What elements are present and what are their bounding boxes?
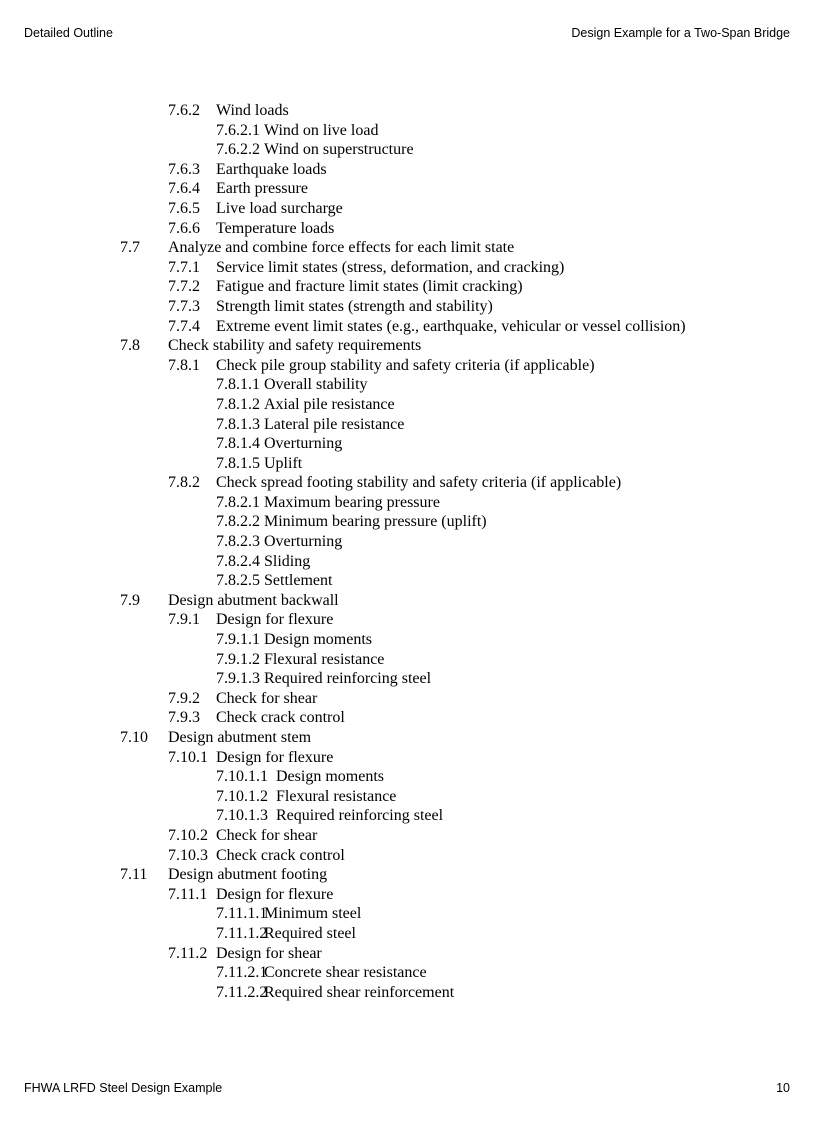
header-document-title: Design Example for a Two-Span Bridge: [571, 26, 790, 40]
page-footer: [24, 1081, 790, 1095]
outline-item: [0, 983, 816, 1003]
outline-item-number: 7.10.1: [168, 748, 208, 766]
outline-item-number: 7.9.1: [168, 611, 200, 629]
header-section-title: Detailed Outline: [24, 26, 113, 40]
outline-item-number: 7.9.1.2: [216, 650, 260, 668]
outline-item-text: Check pile group stability and safety criteria (if applicable): [216, 356, 595, 374]
outline-item-text: Overturning: [264, 435, 343, 453]
outline-item-text: Overturning: [264, 533, 343, 551]
outline-item-text: Design for flexure: [216, 748, 334, 766]
outline-item: [0, 297, 816, 317]
outline-item: [0, 121, 816, 141]
outline-item: [0, 728, 816, 748]
outline-item: [0, 610, 816, 630]
outline-item: [0, 767, 816, 787]
outline-item-text: Settlement: [264, 572, 333, 590]
outline-item-number: 7.6.3: [168, 160, 200, 178]
outline-item-number: 7.7.2: [168, 278, 200, 296]
page-number: 10: [776, 1081, 790, 1095]
outline-item-text: Check for shear: [216, 826, 318, 844]
outline-item: [0, 708, 816, 728]
outline-item-text: Temperature loads: [216, 219, 335, 237]
outline-item-number: 7.11.1: [168, 885, 208, 903]
outline-item-number: 7.8.2.3: [216, 533, 260, 551]
outline-item: [0, 571, 816, 591]
outline-item-text: Minimum bearing pressure (uplift): [264, 513, 487, 531]
outline-item-text: Required shear reinforcement: [264, 983, 455, 1001]
outline-item-number: 7.8.2.5: [216, 572, 260, 590]
outline-item: [0, 826, 816, 846]
outline-item-number: 7.6.5: [168, 199, 200, 217]
outline-item: [0, 865, 816, 885]
outline-item: [0, 787, 816, 807]
outline-item-number: 7.8.2: [168, 474, 200, 492]
outline-item: [0, 219, 816, 239]
page-header: [24, 26, 790, 40]
outline-item-text: Required reinforcing steel: [276, 807, 444, 825]
outline-item-number: 7.11.2: [168, 944, 208, 962]
outline-item-text: Earth pressure: [216, 180, 308, 198]
outline-item-number: 7.10.1.1: [216, 768, 268, 786]
outline-item-text: Flexural resistance: [264, 650, 385, 668]
outline-item-number: 7.8.1.1: [216, 376, 260, 394]
outline-item-text: Fatigue and fracture limit states (limit cracking): [216, 278, 523, 296]
outline-item: [0, 748, 816, 768]
outline-item-number: 7.8.2.4: [216, 552, 260, 570]
outline-item: [0, 493, 816, 513]
outline-item-text: Design for shear: [216, 944, 322, 962]
outline-item-number: 7.7: [120, 239, 140, 257]
outline-item-number: 7.8.1.5: [216, 454, 260, 472]
outline-item: [0, 473, 816, 493]
outline-item-text: Design abutment footing: [168, 866, 328, 884]
outline-item: [0, 630, 816, 650]
outline-item: [0, 415, 816, 435]
outline-item-text: Lateral pile resistance: [264, 415, 405, 433]
outline-item-number: 7.7.1: [168, 258, 200, 276]
outline-item-number: 7.9.2: [168, 689, 200, 707]
outline-item-number: 7.6.2: [168, 102, 200, 119]
outline-item-text: Design abutment backwall: [168, 591, 339, 609]
outline-item-text: Required steel: [264, 924, 356, 942]
outline-item-text: Design abutment stem: [168, 729, 312, 746]
outline-item: [0, 336, 816, 356]
outline-item: [0, 512, 816, 532]
outline-item: [0, 238, 816, 258]
outline-item-number: 7.10.1.3: [216, 807, 268, 825]
outline-item: [0, 454, 816, 474]
outline-item: [0, 140, 816, 160]
outline-item: [0, 669, 816, 689]
outline-item-text: Required reinforcing steel: [264, 670, 432, 688]
outline-item-number: 7.11.1.2: [216, 924, 268, 942]
outline-item: [0, 846, 816, 866]
outline-item: [0, 101, 816, 121]
outline-item-text: Check crack control: [216, 709, 345, 727]
outline-item: [0, 532, 816, 552]
outline-item-text: Check crack control: [216, 846, 345, 864]
outline-item: [0, 375, 816, 395]
outline-item: [0, 277, 816, 297]
outline-item-text: Earthquake loads: [216, 160, 327, 178]
outline-item: [0, 591, 816, 611]
outline-item: [0, 924, 816, 944]
outline-item-number: 7.10.3: [168, 846, 208, 864]
outline-item-text: Axial pile resistance: [264, 395, 395, 413]
outline-item: [0, 199, 816, 219]
outline-item-number: 7.6.2.1: [216, 121, 260, 139]
outline-item-text: Strength limit states (strength and stability): [216, 297, 493, 315]
outline-item-text: Maximum bearing pressure: [264, 493, 440, 511]
outline-item-number: 7.6.6: [168, 219, 200, 237]
outline-item-text: Analyze and combine force effects for each limit state: [168, 239, 515, 257]
outline-item: [0, 160, 816, 180]
outline-item-text: Check spread footing stability and safety criteria (if applicable): [216, 474, 622, 492]
outline-item-text: Check for shear: [216, 689, 318, 707]
outline-item-number: 7.6.2.2: [216, 141, 260, 159]
outline-item-number: 7.11.1.1: [216, 905, 268, 923]
outline-item: [0, 650, 816, 670]
outline-item: [0, 904, 816, 924]
outline-item-number: 7.10.1.2: [216, 787, 268, 805]
outline-item-number: 7.6.4: [168, 180, 200, 198]
outline-item: [0, 434, 816, 454]
outline-item-number: 7.8.2.1: [216, 493, 260, 511]
outline-item-text: Design moments: [276, 768, 384, 786]
outline-item-text: Sliding: [264, 552, 311, 570]
outline-item-text: Extreme event limit states (e.g., earthquake, vehicular or vessel collision): [216, 317, 686, 335]
outline-item-text: Overall stability: [264, 376, 368, 394]
outline-item: [0, 552, 816, 572]
outline-item-number: 7.8.1.4: [216, 435, 260, 453]
outline-item-number: 7.8.1: [168, 356, 200, 374]
outline-item-number: 7.9.1.3: [216, 670, 260, 688]
outline-item-number: 7.8.1.2: [216, 395, 260, 413]
outline-item-number: 7.10: [120, 729, 148, 746]
outline-item: [0, 356, 816, 376]
detailed-outline: [0, 101, 816, 1002]
outline-item-number: 7.9.3: [168, 709, 200, 727]
outline-item-text: Design for flexure: [216, 611, 334, 629]
outline-item-text: Wind on live load: [264, 121, 379, 139]
outline-item-number: 7.11.2.2: [216, 983, 268, 1001]
outline-item-text: Design moments: [264, 631, 372, 649]
outline-item-number: 7.11.2.1: [216, 964, 268, 982]
outline-item: [0, 258, 816, 278]
outline-item: [0, 963, 816, 983]
outline-item: [0, 179, 816, 199]
outline-item: [0, 395, 816, 415]
outline-item: [0, 885, 816, 905]
outline-item-number: 7.10.2: [168, 826, 208, 844]
outline-item-text: Check stability and safety requirements: [168, 337, 422, 355]
outline-item-text: Live load surcharge: [216, 199, 343, 217]
outline-item-number: 7.7.4: [168, 317, 200, 335]
outline-item-text: Uplift: [264, 454, 303, 472]
outline-item-number: 7.8: [120, 337, 140, 355]
outline-item-number: 7.9.1.1: [216, 631, 260, 649]
outline-item: [0, 317, 816, 337]
outline-item-text: Minimum steel: [264, 905, 362, 923]
outline-item: [0, 806, 816, 826]
outline-item-text: Flexural resistance: [276, 787, 397, 805]
outline-item-text: Concrete shear resistance: [264, 964, 427, 982]
footer-document-title: FHWA LRFD Steel Design Example: [24, 1081, 223, 1095]
outline-item-number: 7.9: [120, 591, 140, 609]
outline-item-text: Design for flexure: [216, 885, 334, 903]
outline-item: [0, 944, 816, 964]
outline-item-text: Wind on superstructure: [264, 141, 414, 159]
outline-item-number: 7.8.1.3: [216, 415, 260, 433]
outline-item-number: 7.7.3: [168, 297, 200, 315]
outline-item-text: Service limit states (stress, deformation, and cracking): [216, 258, 565, 276]
outline-item: [0, 689, 816, 709]
outline-item-number: 7.8.2.2: [216, 513, 260, 531]
outline-item-text: Wind loads: [216, 102, 289, 119]
outline-item-number: 7.11: [120, 866, 148, 884]
